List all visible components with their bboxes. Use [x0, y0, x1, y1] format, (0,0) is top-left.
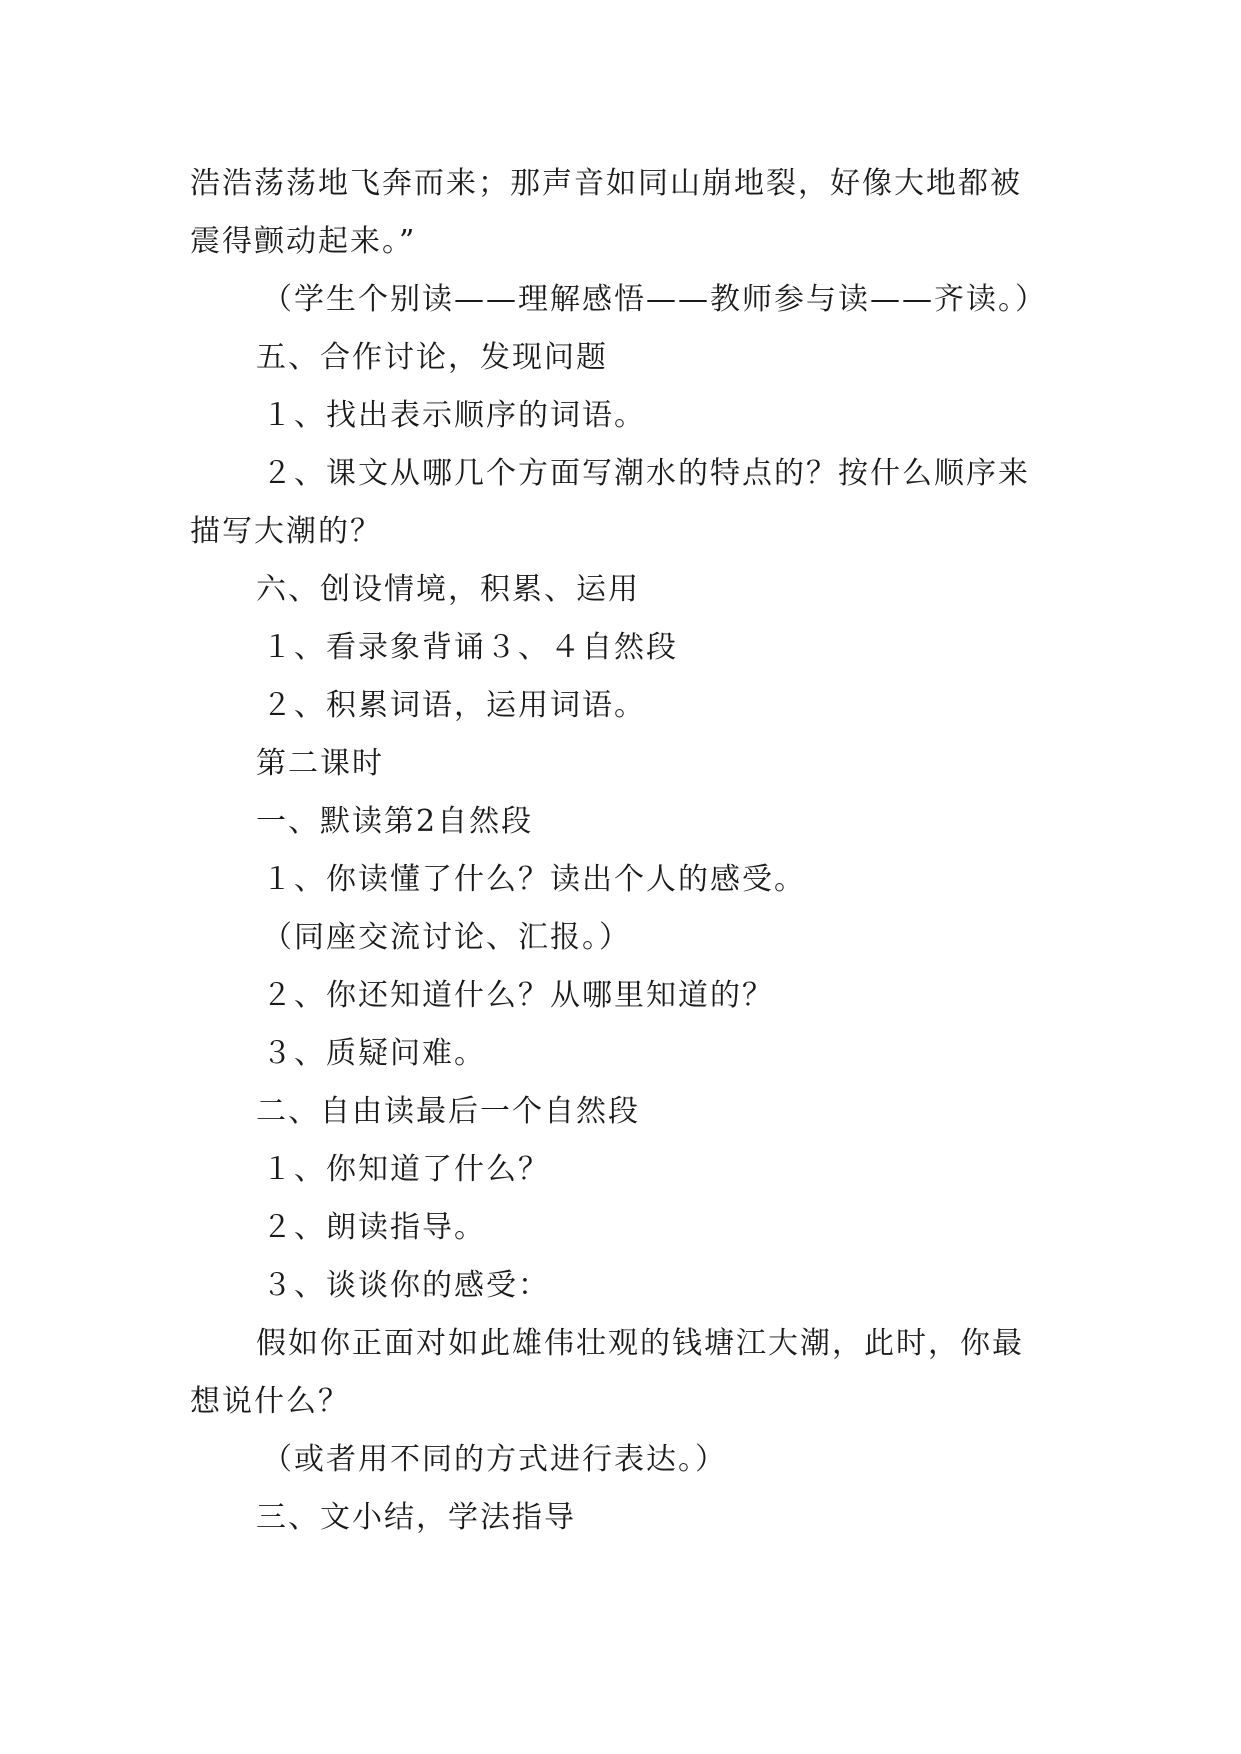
section-heading: 二、自由读最后一个自然段	[256, 1094, 640, 1129]
list-item: ２、朗读指导。	[262, 1210, 486, 1245]
list-item: ２、你还知道什么？从哪里知道的？	[262, 978, 774, 1013]
paragraph-line: （学生个别读——理解感悟——教师参与读——齐读。）	[262, 282, 1047, 317]
list-item: １、你知道了什么？	[262, 1152, 550, 1187]
paragraph-line: 震得颤动起来。”	[190, 224, 417, 259]
list-item: ３、谈谈你的感受：	[262, 1268, 550, 1303]
section-heading: 第二课时	[256, 746, 384, 781]
paragraph-line: 浩浩荡荡地飞奔而来；那声音如同山崩地裂，好像大地都被	[190, 166, 1022, 201]
list-item: ２、课文从哪几个方面写潮水的特点的？按什么顺序来	[262, 456, 1030, 491]
list-item: ３、质疑问难。	[262, 1036, 486, 1071]
paragraph-line: （或者用不同的方式进行表达。）	[262, 1442, 727, 1477]
section-heading: 一、默读第2自然段	[256, 804, 534, 839]
paragraph-line: 想说什么？	[190, 1384, 350, 1419]
list-item: １、你读懂了什么？读出个人的感受。	[262, 862, 806, 897]
list-item: １、找出表示顺序的词语。	[262, 398, 646, 433]
paragraph-line: （同座交流讨论、汇报。）	[262, 920, 631, 955]
section-heading: 六、创设情境，积累、运用	[256, 572, 640, 607]
list-item: ２、积累词语，运用词语。	[262, 688, 646, 723]
paragraph-line: 假如你正面对如此雄伟壮观的钱塘江大潮，此时，你最	[256, 1326, 1024, 1361]
list-item: １、看录象背诵３、４自然段	[262, 630, 678, 665]
section-heading: 三、文小结，学法指导	[256, 1500, 576, 1535]
paragraph-line: 描写大潮的？	[190, 514, 382, 549]
section-heading: 五、合作讨论，发现问题	[256, 340, 608, 375]
